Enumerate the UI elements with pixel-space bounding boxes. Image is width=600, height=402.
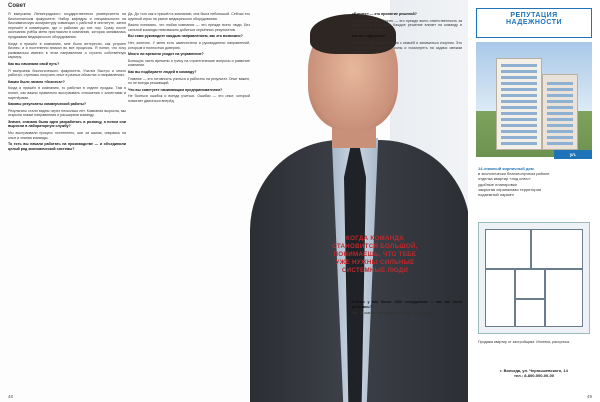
question: Вы сами руководите каждым направлением, как это возможно?	[128, 34, 243, 39]
ad-logo	[476, 8, 592, 38]
page-number-right: 49	[586, 394, 592, 399]
article-column-3-top	[352, 12, 462, 222]
question: Сейчас у вас более 1000 сотрудников — как вы этого добились?	[352, 300, 462, 309]
article-column-1	[8, 12, 126, 394]
answer: Нет, конечно. У меня есть заместители и руководители направлений, которым я полностью доверяю.	[128, 40, 250, 50]
answer: Стараюсь проводить время с семьёй и заниматься спортом. Это помогает восстановить силы и посмотреть на задачи свежим взглядом.	[352, 40, 462, 55]
windows	[547, 79, 573, 145]
question: Много ли времени уходит на управление?	[128, 52, 204, 57]
ad-description	[478, 166, 590, 197]
question: Как вы начинали свой путь?	[8, 61, 60, 66]
ad-title: 14-этажный кирпичный дом	[478, 166, 534, 171]
question: Как вы отдыхаете?	[352, 34, 387, 39]
answer: Мы выстраивали процесс постепенно, шаг за шагом, опираясь на опыт и знания команды.	[8, 131, 126, 140]
real-estate-ad	[468, 0, 600, 402]
ad-bullet: отделка квартир «под ключ»	[478, 176, 531, 182]
article-column-2	[128, 12, 250, 394]
ad-bullet: в экологически благополучном районе	[478, 171, 550, 177]
answer: Когда я пришёл в компанию, то работал в отделе продаж. Там я понял, как важно правильно выстраивать отношения с клиентами и партнёрами.	[8, 86, 126, 100]
question: Каковы результаты коммерческой работы?	[8, 102, 87, 107]
question: Как вы подбираете людей в команду?	[128, 69, 197, 74]
ad-bullet: подземный паркинг	[478, 192, 515, 198]
paragraph: Важно понимать, что любая компания — это прежде всего люди. Без сильной команды невозможно добиться серьёзных результатов.	[128, 23, 250, 32]
windows	[501, 63, 537, 145]
ad-footer: Продажа квартир от застройщика. Ипотека, рассрочка.	[478, 340, 571, 344]
page-number-left: 48	[8, 394, 14, 399]
building-tower	[496, 58, 542, 150]
contact-phone: тел.: 8-800-000-00-00	[513, 373, 555, 378]
answer: Главное — это готовность учиться и работать на результат. Опыт важен, но не всегда решающий.	[128, 76, 250, 86]
paragraph: Я выпускник Ленинградского государственного университета на биологическом факультете. Набор кафедры и специальности на биохимическую аспирантуру совмещал с работой в институте, затем перешёл в коммерцию, где и работаю до сих пор. Сразу после окончания учёбы меня пригласили в компанию, которая занималась продажами медицинского оборудования.	[8, 12, 126, 39]
logo-line-1: РЕПУТАЦИЯ	[510, 12, 558, 19]
question: Значит, сначала была идея разработать в розницу, а потом они выросли в лабораторную службу?	[8, 119, 126, 129]
paragraph: Когда я пришёл в компанию, мне было интересно, как устроен бизнес, и я постепенно вникал во все процессы. Я понял, что хочу развиваться именно в этом направлении и строить собственную карьеру.	[8, 41, 126, 60]
answer: Не бояться ошибок и всегда учиться. Ошибки — это опыт, который помогает двигаться вперёд.	[128, 94, 250, 103]
section-header: Совет	[8, 3, 26, 9]
floor-plan	[478, 222, 590, 334]
answer: Я бы сказал, что бизнес — это прежде всего ответственность за людей и за результат. Каждое решение влияет на команду и компанию в целом.	[352, 18, 462, 32]
question: Что вы советуете начинающим предпринимателям?	[128, 87, 223, 92]
answer: Шаг за шагом, выстраивая систему и доверяя людям.	[352, 311, 443, 316]
answer: Результаты стали видны через несколько лет. Компания выросла, мы открыли новые направления и расширили команду.	[8, 108, 126, 118]
address-badge: ул. Чернышевского, 14	[554, 152, 592, 175]
contact-address: г. Вологда, ул. Чернышевского, 14	[500, 368, 568, 373]
answer: Я выпускник биологического факультета. Учился быстро и много работал, стремясь получить опыт в разных областях и направлениях.	[8, 68, 126, 78]
question: То есть вы начали работать на производстве — и объединили целый ряд экономической системы?	[8, 142, 126, 151]
question: Каким было начало «бизнеса»?	[8, 79, 65, 84]
article-column-3-bottom	[352, 300, 462, 390]
logo-line-2: НАДЕЖНОСТИ	[505, 19, 563, 26]
ad-contact	[478, 368, 590, 378]
ad-bullet: закрытая охраняемая территория	[478, 186, 542, 192]
pull-quote: КОГДА КОМАНДА СТАНОВИТСЯ БОЛЬШОЙ, ПОНИМАЕШЬ, ЧТО ТЕБЕ УЖЕ НУЖНЫ СИЛЬНЫЕ СИСТЕМНЫЕ ЛЮДИ	[332, 235, 418, 274]
answer: Большую часть времени я трачу на стратегические вопросы и развитие компании.	[128, 58, 250, 68]
building-wing	[542, 74, 578, 150]
paragraph: Да. До того как я пришёл в компанию, она была небольшой. Сейчас это крупный игрок на рынке медицинского оборудования.	[128, 12, 250, 21]
ad-bullet: удобные планировки	[478, 181, 517, 187]
question: «Бизнес» — это принятие решений?	[352, 12, 417, 16]
